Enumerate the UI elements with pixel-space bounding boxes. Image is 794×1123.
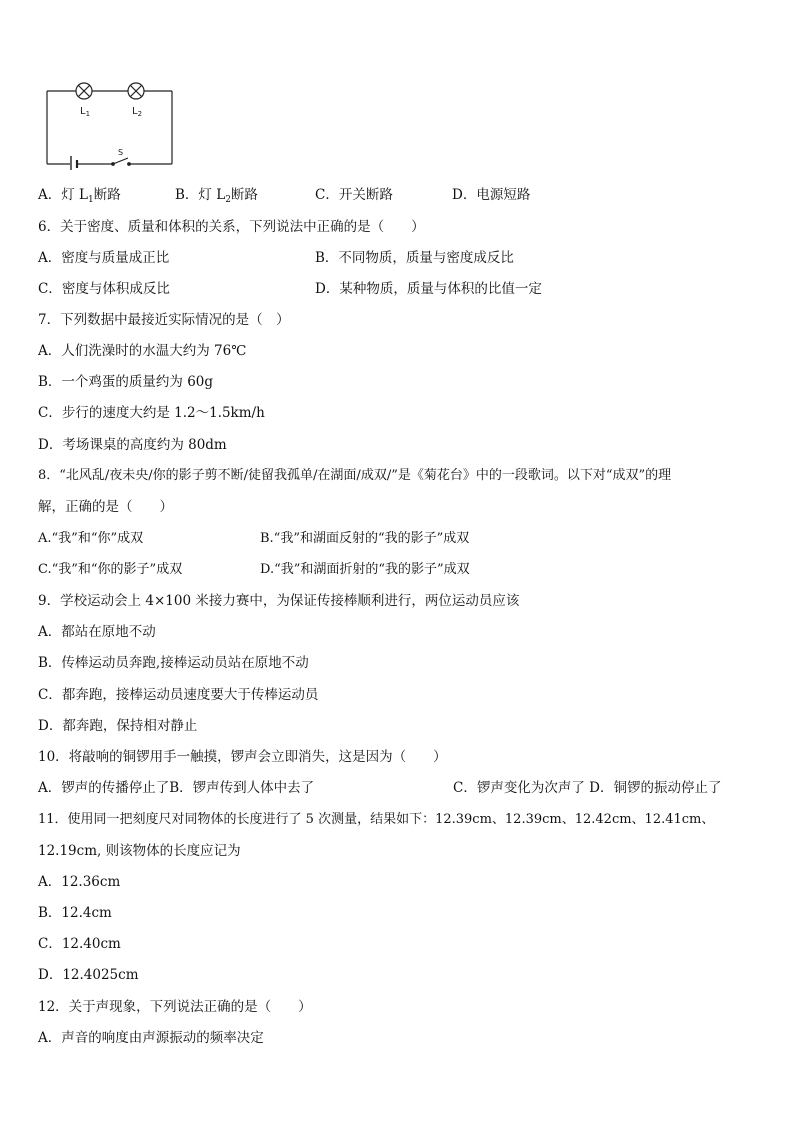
q5-option-a: A．灯 $L_1$断路 bbox=[38, 187, 121, 205]
q7-stem: 7．下列数据中最接近实际情况的是（ ） bbox=[38, 312, 290, 328]
q11-option-c: C．12.40cm bbox=[38, 936, 121, 952]
q9-option-c: C．都奔跑，接棒运动员速度要大于传棒运动员 bbox=[38, 687, 319, 703]
q5-option-c: C．开关断路 bbox=[315, 187, 393, 203]
q7-option-a: A．人们洗澡时的水温大约为 76℃ bbox=[38, 343, 247, 359]
q9-option-b: B．传棒运动员奔跑,接棒运动员站在原地不动 bbox=[38, 655, 309, 671]
q9-stem: 9．学校运动会上 4×100 米接力赛中，为保证传接棒顺利进行，两位运动员应该 bbox=[38, 593, 520, 609]
q10-stem: 10．将敲响的铜锣用手一触摸，锣声会立即消失，这是因为（ ） bbox=[38, 749, 447, 765]
q11-stem-line1: 11．使用同一把刻度尺对同物体的长度进行了 5 次测量，结果如下：12.39cm、12.39cm、12.42cm、12.41cm、 bbox=[38, 812, 715, 827]
lamp-l1-icon bbox=[76, 83, 92, 99]
lamp-l2-icon bbox=[128, 83, 144, 99]
q5-option-b: B．灯 $L_2$断路 bbox=[175, 187, 258, 205]
q8-option-d: D.“我”和湖面折射的“我的影子”成双 bbox=[260, 562, 470, 577]
q6-stem: 6．关于密度、质量和体积的关系，下列说法中正确的是（ ） bbox=[38, 219, 425, 235]
q11-option-d: D．12.4025cm bbox=[38, 967, 139, 983]
battery-icon bbox=[71, 156, 77, 170]
switch-icon bbox=[112, 158, 131, 165]
q6-option-c: C．密度与体积成反比 bbox=[38, 281, 170, 297]
q8-option-c: C.“我”和“你的影子”成双 bbox=[38, 562, 183, 577]
q8-stem-line1: 8．“北风乱/夜未央/你的影子剪不断/徒留我孤单/在湖面/成双/”是《菊花台》中的一段歌词。以下对“成双”的理 bbox=[38, 468, 672, 483]
q6-option-b: B．不同物质，质量与密度成反比 bbox=[315, 250, 514, 266]
q6-option-d: D．某种物质，质量与体积的比值一定 bbox=[315, 281, 542, 297]
q10-options-ab: A．锣声的传播停止了B．锣声传到人体中去了 bbox=[38, 780, 315, 796]
q5-option-d: D．电源短路 bbox=[452, 187, 531, 203]
q8-stem-line2: 解，正确的是（ ） bbox=[38, 499, 173, 515]
switch-label: S bbox=[118, 148, 124, 157]
q7-option-b: B．一个鸡蛋的质量约为 60g bbox=[38, 374, 214, 390]
q7-option-c: C．步行的速度大约是 1.2～1.5km/h bbox=[38, 405, 265, 421]
q6-option-a: A．密度与质量成正比 bbox=[38, 250, 170, 266]
q11-option-b: B．12.4cm bbox=[38, 905, 112, 921]
q9-option-a: A．都站在原地不动 bbox=[38, 624, 156, 640]
q11-option-a: A．12.36cm bbox=[38, 874, 121, 890]
q12-stem: 12．关于声现象，下列说法正确的是（ ） bbox=[38, 999, 312, 1015]
q10-options-cd: C．锣声变化为次声了 D．铜锣的振动停止了 bbox=[453, 780, 722, 796]
q12-option-a: A．声音的响度由声源振动的频率决定 bbox=[38, 1030, 264, 1046]
q7-option-d: D．考场课桌的高度约为 80dm bbox=[38, 437, 227, 453]
circuit-diagram bbox=[40, 78, 180, 170]
lamp-l2-label: $L_2$ bbox=[132, 106, 143, 118]
q11-stem-line2: 12.19cm, 则该物体的长度应记为 bbox=[38, 843, 241, 859]
q8-option-a: A.“我”和“你”成双 bbox=[38, 531, 144, 546]
lamp-l1-label: $L_1$ bbox=[80, 106, 91, 118]
q9-option-d: D．都奔跑，保持相对静止 bbox=[38, 718, 198, 734]
q8-option-b: B.“我”和湖面反射的“我的影子”成双 bbox=[260, 531, 470, 546]
